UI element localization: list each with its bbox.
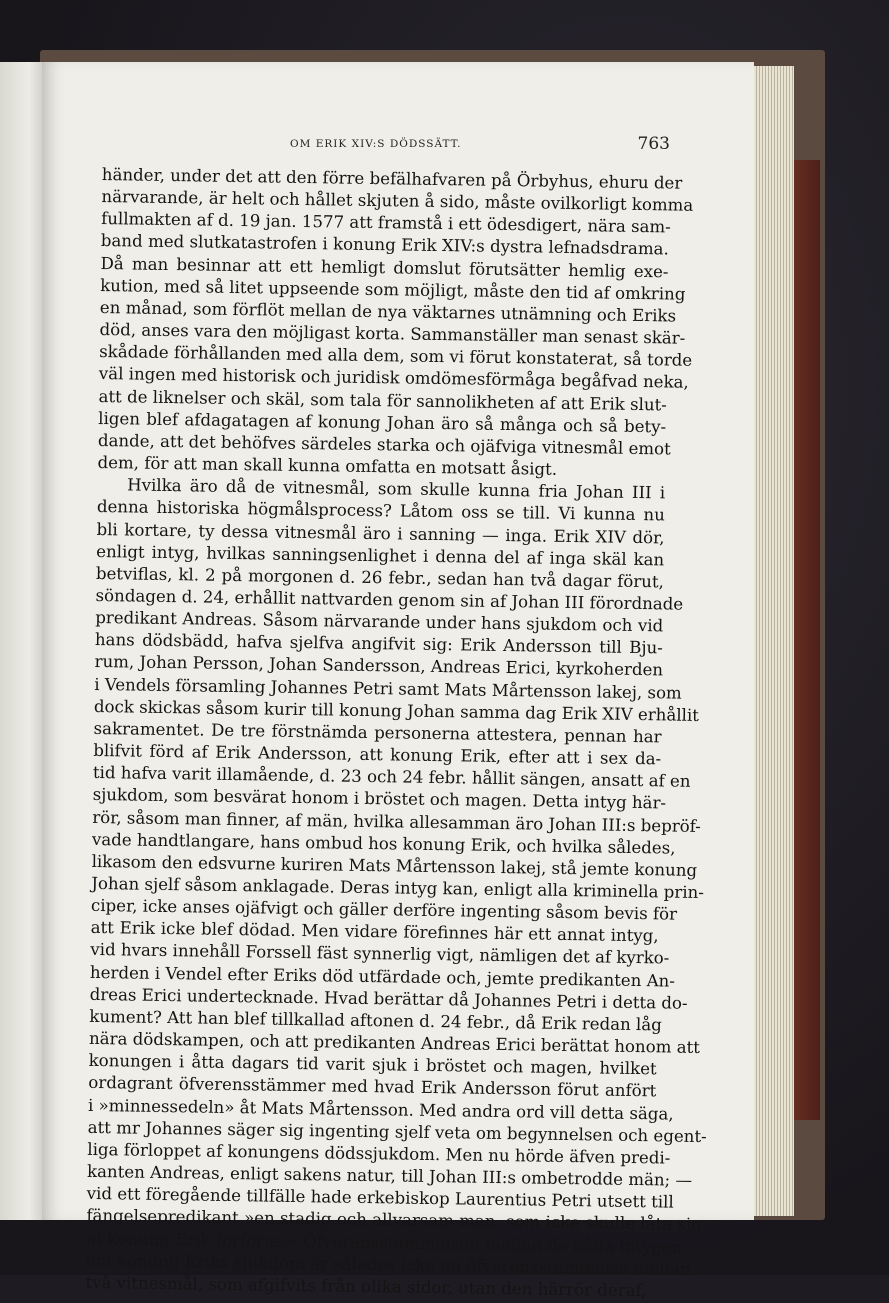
page-stack-edge xyxy=(748,66,794,1216)
text-line: i »minnessedeln» åt Mats Mårtensson. Med andra ord vill detta säga, xyxy=(87,1095,674,1124)
text-line: blifvit förd af Erik Andersson, att konung Erik, efter att i sex da- xyxy=(93,740,662,769)
text-line: kument? Att han blef tillkallad aftonen d. 24 febr., då Erik redan låg xyxy=(89,1006,662,1035)
text-line: rum, Johan Persson, Johan Sandersson, Andreas Erici, kyrkoherden xyxy=(94,652,664,680)
text-line: band med slutkatastrofen i konung Erik XIV:s dystra lefnadsdrama. xyxy=(100,231,669,259)
text-line: sakramentet. De tre förstnämda personerna attestera, pennan har xyxy=(93,718,662,747)
text-line: en månad, som förflöt mellan de nya väktarnes utnämning och Eriks xyxy=(99,297,677,326)
text-line: konungen i åtta dagars tid varit sjuk i bröstet och magen, hvilket xyxy=(88,1051,657,1079)
page-number: 763 xyxy=(637,134,670,154)
text-line: dreas Erici undertecknade. Hvad berättar då Johannes Petri i detta do- xyxy=(89,984,688,1013)
page-header xyxy=(250,134,670,158)
text-line: tid hafva varit illamående, d. 23 och 24 febr. hållit sängen, ansatt af en xyxy=(92,763,691,792)
text-line: rör, såsom man finner, af män, hvilka allesamman äro Johan III:s bepröf- xyxy=(92,807,702,836)
text-line: fullmakten af d. 19 jan. 1577 att framstå i ett ödesdigert, nära sam- xyxy=(101,209,671,237)
text-line: dande, att det behöfves särdeles starka och ojäfviga vitnesmål emot xyxy=(97,430,671,459)
text-line: död, anses vara den möjligast korta. Sammanställer man senast skär- xyxy=(99,320,686,348)
text-line: händer, under det att den förre befälhafvaren på Örbyhus, ehuru der xyxy=(101,164,683,193)
text-line: nära dödskampen, och att predikanten Andreas Erici berättat honom att xyxy=(88,1028,701,1058)
text-line: Då man besinnar att ett hemligt domslut förutsätter hemlig exe- xyxy=(100,253,669,282)
text-line: fängelsepredikant »en stadig och allvarsam man, som icke skulle låta sig xyxy=(86,1206,702,1235)
text-line: vade handtlangare, hans ombud hos konung Erik, och hvilka således, xyxy=(91,829,676,858)
text-line: liga förloppet af konungens dödssjukdom. Men nu hörde äfven predi- xyxy=(87,1139,671,1168)
text-line: att de liknelser och skäl, som tala för sannolikheten af att Erik slut- xyxy=(98,386,668,414)
text-line: vid hvars innehåll Forssell fäst synnerlig vigt, nämligen det af kyrko- xyxy=(90,940,670,968)
text-line: dem, för att man skall kunna omfatta en motsatt åsigt. xyxy=(97,452,558,479)
text-line: bli kortare, ty dessa vitnesmål äro i sanning — inga. Erik XIV dör, xyxy=(96,519,665,547)
text-line: om konung Eriks sjukdom är således icke en öfverensstämmelse mellan xyxy=(85,1250,691,1279)
book-cover-edge xyxy=(790,160,820,1120)
text-line: enligt intyg, hvilkas sanningsenlighet i denna del af inga skäl kan xyxy=(96,541,665,570)
text-line: söndagen d. 24, erhållit nattvarden genom sin af Johan III förordnade xyxy=(95,585,684,614)
facing-page-edge xyxy=(0,62,48,1220)
text-line: två vitnesmål, som afgifvits från olika sidor, utan den härrör deraf, xyxy=(85,1272,647,1301)
text-line: af konung Erik förföras.» Öfverensstämmelsen mellan de båda intygen xyxy=(85,1228,683,1257)
body-text xyxy=(85,164,707,1302)
text-line: ligen blef afdagatagen af konung Johan äro så många och så bety- xyxy=(98,408,667,437)
text-line: Hvilka äro då de vitnesmål, som skulle kunna fria Johan III i xyxy=(127,475,666,503)
text-line: betviflas, kl. 2 på morgonen d. 26 febr., sedan han två dagar förut, xyxy=(95,563,665,592)
text-line: hans dödsbädd, hafva sjelfva angifvit sig: Erik Andersson till Bju- xyxy=(94,630,664,658)
text-line: herden i Vendel efter Eriks död utfärdade och, jemte predikanten An- xyxy=(89,962,676,991)
text-line: dock skickas såsom kurir till konung Johan samma dag Erik XIV erhållit xyxy=(93,696,700,725)
text-line: ciper, icke anses ojäfvigt och gäller derföre ingenting såsom bevis för xyxy=(90,896,678,924)
text-line: vid ett föregående tillfälle hade erkebiskop Laurentius Petri utsett till xyxy=(86,1184,674,1212)
text-line: att Erik icke blef dödad. Men vidare förefinnes här ett annat intyg, xyxy=(90,918,659,946)
text-line: predikant Andreas. Såsom närvarande under hans sjukdom och vid xyxy=(95,608,664,636)
text-line: att mr Johannes säger sig ingenting sjelf veta om begynnelsen och egent- xyxy=(87,1117,707,1146)
text-line: ordagrant öfverensstämmer med hvad Erik Andersson förut anfört xyxy=(88,1073,657,1101)
text-line: denna historiska högmålsprocess? Låtom oss se till. Vi kunna nu xyxy=(96,497,665,525)
text-line: skådade förhållanden med alla dem, som vi förut konstaterat, så torde xyxy=(99,342,693,371)
text-line: kanten Andreas, enligt sakens natur, till Johan III:s ombetrodde män; — xyxy=(86,1161,693,1190)
running-head: OM ERIK XIV:S DÖDSSÄTT. xyxy=(290,138,462,150)
text-line: kution, med så litet uppseende som möjligt, måste den tid af omkring xyxy=(100,275,686,304)
text-line: likasom den edsvurne kuriren Mats Mårtensson lakej, stå jemte konung xyxy=(91,851,698,880)
text-line: sjukdom, som besvärat honom i bröstet och magen. Detta intyg här- xyxy=(92,785,667,813)
text-line: väl ingen med historisk och juridisk omdömesförmåga begåfvad neka, xyxy=(98,364,689,393)
text-line: Johan sjelf såsom anklagade. Deras intyg kan, enligt alla kriminella prin- xyxy=(91,873,705,903)
text-line: i Vendels församling Johannes Petri samt Mats Mårtensson lakej, som xyxy=(94,674,682,703)
text-line: närvarande, är helt och hållet skjuten å sido, måste ovilkorligt komma xyxy=(101,187,694,215)
